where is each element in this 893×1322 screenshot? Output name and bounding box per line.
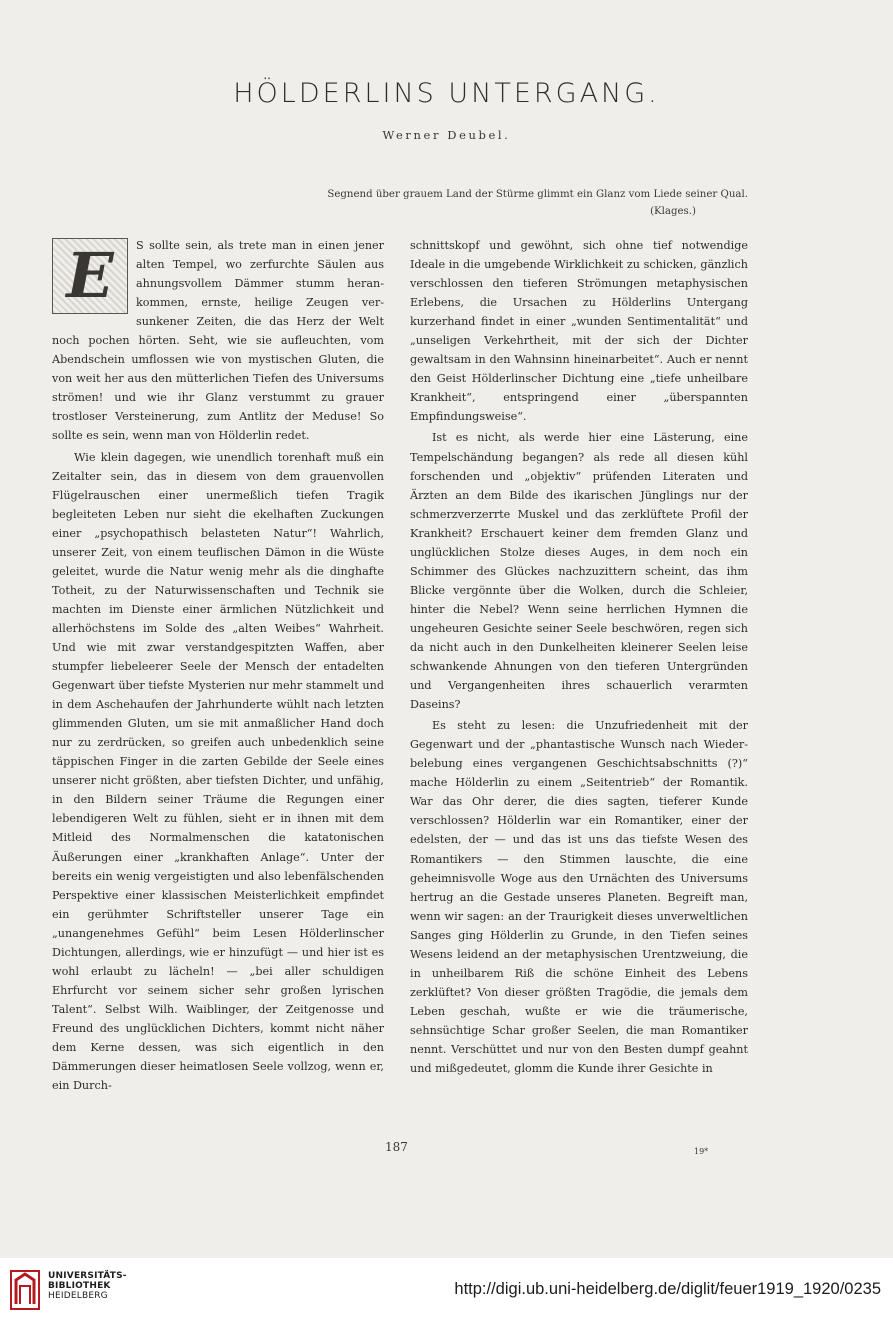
motto-source: (Klages.) xyxy=(650,206,696,217)
decorative-initial-icon xyxy=(52,238,128,314)
initial-letter: E xyxy=(66,239,114,312)
right-column xyxy=(410,236,748,1078)
page-number: 187 xyxy=(385,1140,408,1154)
motto xyxy=(300,186,748,220)
article-title: HÖLDERLINS UNTERGANG. xyxy=(233,78,660,109)
paragraph: Ist es nicht, als werde hier eine Lästerung, eine Tempelschändung begangen? als rede all diesen kühl forschenden und „objektiv“ prüfenden Literaten und Ärzten an dem Bilde des ikarischen Jünglings nur der schmerzverzerrte Muskel und das zerklüftete Profil der Krankheit? Erschauert keiner dem fremden Glanz und unglücklichen Stolze dieses Auges, in dem noch ein Schimmer des Glückes nachzuzittern scheint, das ihm Blicke vergönnte über die Wolken, durch die Schleier, hinter die Nebel? Wenn seine herrlichen Hymnen die ungeheuren Gesichte seiner Seele beschwören, regen sich da nicht auch in den Dunkelheiten kleinerer Seelen leise schwankende Ahnungen von den tieferen Untergründen und Vergangenheiten ihres schauerlich verarmten Daseins? xyxy=(410,431,748,712)
left-column xyxy=(52,236,384,1095)
source-url-link[interactable]: http://digi.ub.uni-heidelberg.de/diglit/feuer1919_1920/0235 xyxy=(454,1280,881,1298)
library-name[interactable]: UNIVERSITÄTS- BIBLIOTHEK HEIDELBERG xyxy=(48,1271,127,1301)
paragraph: E S sollte sein, als trete man in einen jener alten Tempel, wo zerfurchte Säulen aus ahnungsvollem Dämmer stumm herankommen, ernste, heilige Zeugen versunkener Zeiten, die das Herz der Welt noch pochen hörten. Seht, wie sie aufleuchten, vom Abendschein umflossen wie von mystischen Gluten, die von weit her aus den mütterlichen Tiefen des Universums strömen! und wie ihr Glanz verstummt zu grauer trostloser Versteinerung, zum Antlitz der Meduse! So sollte es sein, wenn man von Hölderlin redet. xyxy=(52,239,384,443)
paragraph: Wie klein dagegen, wie unendlich torenhaft muß ein Zeitalter sein, das in diesem von dem grauenvollen Flügelrauschen einer unermeßlich tiefen Tragik begleiteten Leben nur sieht die ekelhaften Zuckungen einer „psychopathisch belasteten Natur“! Wahrlich, unserer Zeit, von einem teuflischen Dämon in die Wüste geleitet, wurde die Natur wenig mehr als die dinghafte Totheit, zu der Naturwissenschaften und Technik sie machten im Dienste einer ärmlichen Nützlichkeit und allerhöchstens im Solde des „alten Weibes“ Wahrheit. Und wie mit zwar verstandgespitzten Waffen, aber stumpfer liebeleerer Seele der Mensch der entadelten Gegenwart über tiefste Mysterien nur mehr stammelt und in dem Aschehaufen der Jahrhunderte wühlt nach letzten glimmenden Gluten, um sie mit anmaßlicher Hand doch nur zu zerdrücken, so greifen auch unbedenklich seine täppischen Finger in die zarten Gebilde der Seele eines unserer nicht größten, aber tiefsten Dichter, und unfähig, in den Bildern seiner Träume die Regungen einer lebendigeren Welt zu fühlen, sieht er in ihnen mit dem Mitleid des Normalmenschen die katatonischen Äußerungen einer „krankhaften Anlage“. Unter der bereits ein wenig vergeistigten und also lebenfälschenden Perspektive einer klassischen Meisterlichkeit empfindet ein gerühmter Schriftsteller unserer Tage ein „unangenehmes Gefühl“ beim Lesen Hölderlinscher Dichtungen, allerdings, wie er hinzufügt — und hier ist es wohl erlaubt zu lächeln! — „bei aller schuldigen Ehrfurcht vor seinem sicher sehr großen lyrischen Talent“. Selbst Wilh. Waiblinger, der Zeitgenosse und Freund des unglücklichen Dichters, kommt nicht näher dem Kerne dessen, was sich eigentlich in den Dämmerungen dieser heimatlosen Seele vollzog, wenn er, ein Durch- xyxy=(52,450,384,1093)
paragraph: Es steht zu lesen: die Unzufriedenheit mit der Gegenwart und der „phantastische Wunsch nach Wiederbelebung eines vergangenen Geschichtsabschnitts (?)“ mache Hölderlin zu einem „Seitentrieb“ der Romantik. War das Ohr derer, die dies sagten, tieferer Kunde verschlossen? Hölderlin war ein Romantiker, einer der edelsten, der — und das ist uns das tiefste Wesen des Romantikers — den Stimmen lauschte, die eine geheimnisvolle Woge aus den Urnächten des Universums hertrug an die Gestade unseres Planeten. Begreift man, wenn wir sagen: an der Traurigkeit dieses unverweltlichen Sanges ging Hölderlin zu Grunde, in den Tiefen seines Wesens leidend an der metaphysischen Urentzweiung, die in unheilbarem Riß die schöne Einheit des Lebens zerklüftet? Von dieser größten Tragödie, die jemals dem Leben geschah, wußte er wie die träumerische, sehnsüchtige Schar großer Seelen, die man Romantiker nennt. Verschüttet und nur von den Besten dumpf geahnt und mißgedeutet, glomm die Kunde ihrer Gesichte in xyxy=(410,719,748,1076)
university-library-logo-icon[interactable] xyxy=(10,1270,40,1310)
motto-line: Segnend über grauem Land der Stürme glimmt ein Glanz vom Liede seiner Qual. xyxy=(327,189,748,200)
signature-mark: 19* xyxy=(694,1147,709,1156)
article-author: Werner Deubel. xyxy=(382,128,511,142)
paragraph: schnittskopf und gewöhnt, sich ohne tief notwendige Ideale in die umgebende Wirklichkeit zu schicken, gänzlich verschlossen den tieferen Strömungen metaphysischen Erlebens, die Ursachen zu Hölderlins Untergang kurzerhand findet in einer „wunden Sentimentalität“ und „unseligen Verkehrtheit, mit der sich der Dichter gewaltsam in den Wahnsinn hineinarbeitet“. Auch er nennt den Geist Hölderlinscher Dichtung eine „tiefe unheilbare Krankheit“, entspringend einer „überspannten Empfindungsweise“. xyxy=(410,239,748,424)
